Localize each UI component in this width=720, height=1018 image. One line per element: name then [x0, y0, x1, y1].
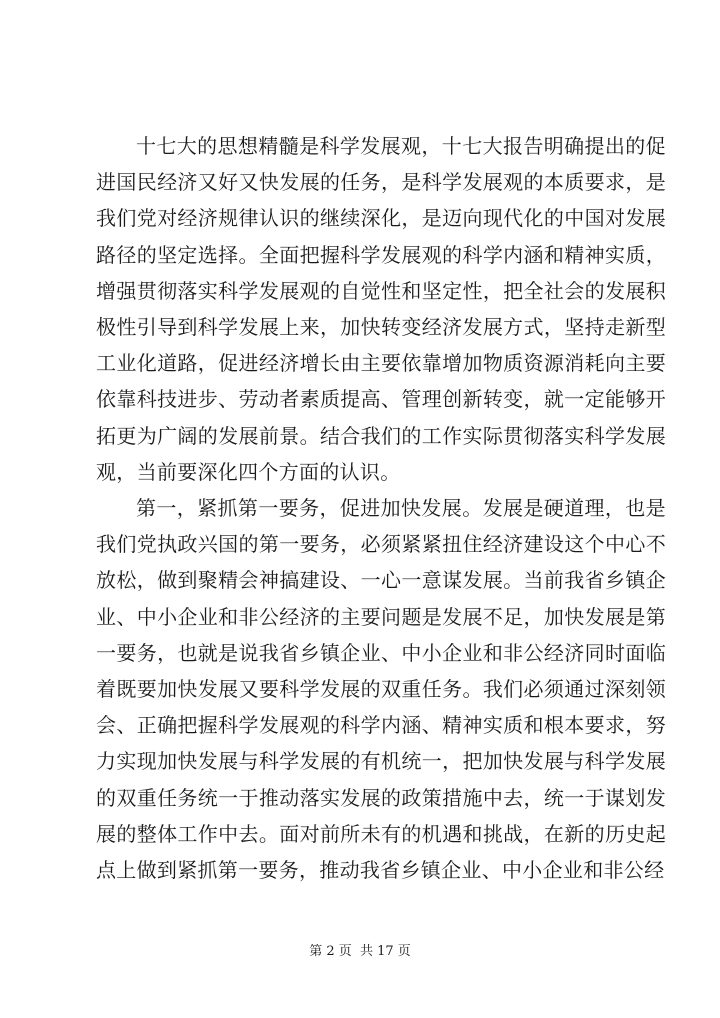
- page-number-footer: 第 2 页 共 17 页: [309, 944, 411, 959]
- paragraph-1: 十七大的思想精髓是科学发展观，十七大报告明确提出的促进国民经济又好又快发展的任务，是科学发展观的本质要求，是我们党对经济规律认识的继续深化，是迈向现代化的中国对发展路径的坚定选择。全面把握科学发展观的科学内涵和精神实质，增强贯彻落实科学发展观的自觉性和坚定性，把全社会的发展积极性引导到科学发展上来，加快转变经济发展方式，坚持走新型工业化道路，促进经济增长由主要依靠增加物质资源消耗向主要依靠科技进步、劳动者素质提高、管理创新转变，就一定能够开拓更为广阔的发展前景。结合我们的工作实际贯彻落实科学发展观，当前要深化四个方面的认识。: [96, 134, 666, 484]
- document-body: [96, 128, 666, 888]
- paragraph-2: 第一，紧抓第一要务，促进加快发展。发展是硬道理，也是我们党执政兴国的第一要务，必须紧紧扭住经济建设这个中心不放松，做到聚精会神搞建设、一心一意谋发展。当前我省乡镇企业、中小企业和非公经济的主要问题是发展不足，加快发展是第一要务，也就是说我省乡镇企业、中小企业和非公经济同时面临着既要加快发展又要科学发展的双重任务。我们必须通过深刻领会、正确把握科学发展观的科学内涵、精神实质和根本要求，努力实现加快发展与科学发展的有机统一，把加快发展与科学发展的双重任务统一于推动落实发展的政策措施中去，统一于谋划发展的整体工作中去。面对前所未有的机遇和挑战，在新的历史起点上做到紧抓第一要务，推动我省乡镇企业、中小企业和非公经: [96, 496, 666, 883]
